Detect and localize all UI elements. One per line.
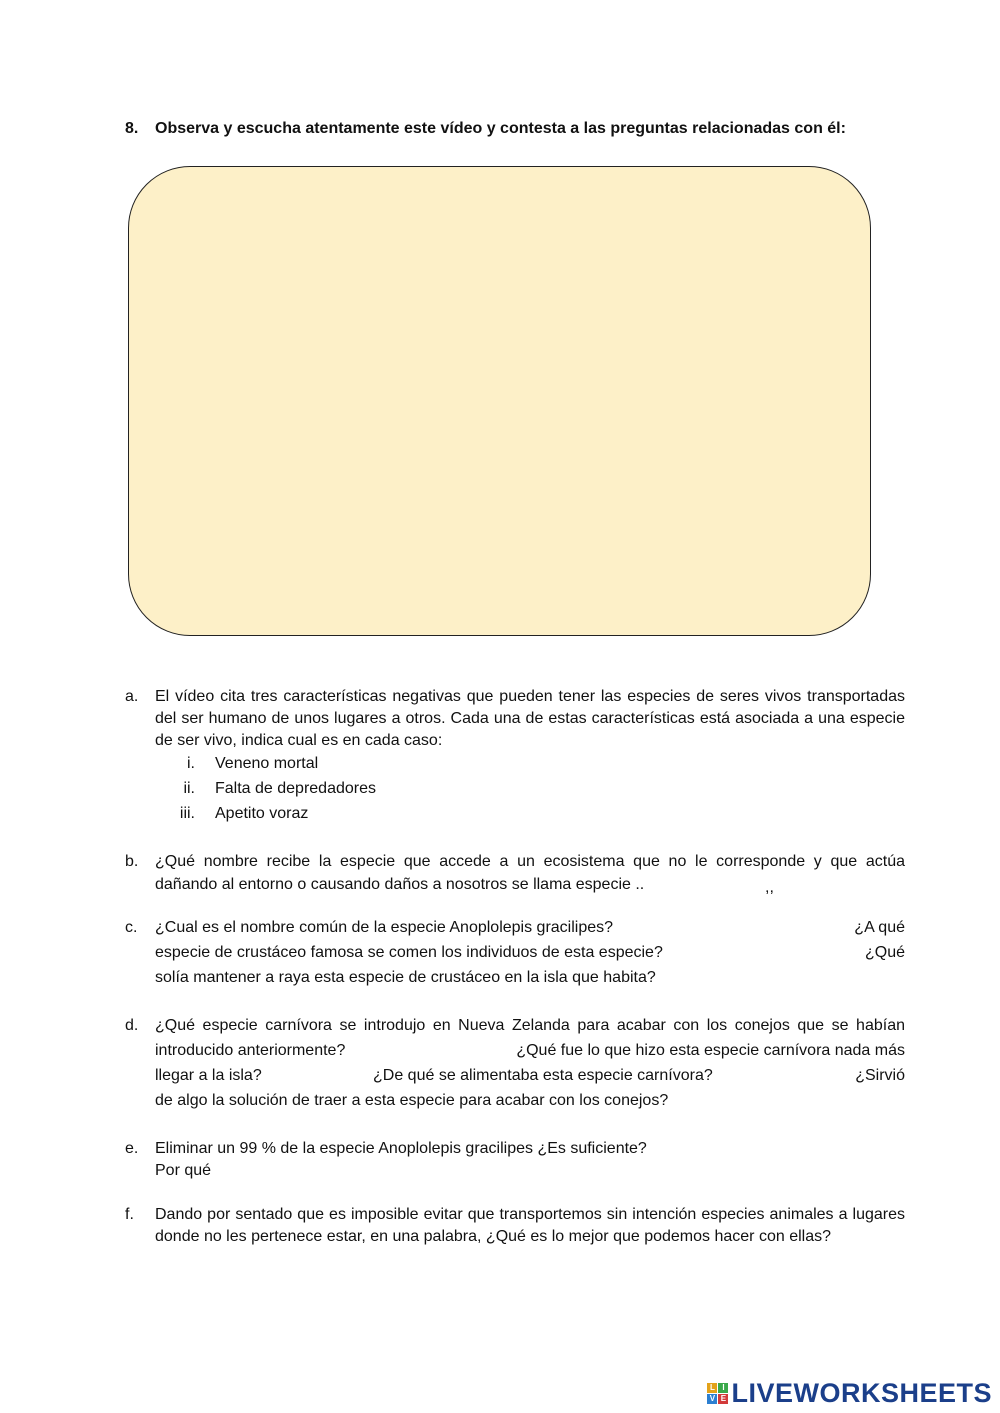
question-8-heading [125, 120, 846, 138]
list-item-text: Veneno mortal [215, 755, 319, 772]
question-text-line: ¿Sirvió [855, 1067, 905, 1084]
answer-blank-mark[interactable]: ,, [765, 879, 774, 896]
list-item-number: ii. [183, 780, 195, 797]
logo-mark-letter: I [718, 1383, 728, 1393]
question-f [125, 1204, 905, 1248]
list-item-number: iii. [179, 805, 195, 822]
question-text-line: ¿Cual es el nombre común de la especie Anoplolepis gracilipes? [155, 919, 614, 936]
liveworksheets-logo[interactable] [707, 1378, 992, 1409]
question-text-line: Eliminar un 99 % de la especie Anoplolepis gracilipes ¿Es suficiente? [155, 1140, 647, 1157]
question-text: Dando por sentado que es imposible evitar que transportemos sin intención especies animales a lugares donde no les pertenece estar, en una palabra, ¿Qué es lo mejor que podemos hacer con ellas? [155, 1206, 905, 1245]
logo-mark-letter: E [718, 1394, 728, 1404]
question-e [125, 1138, 905, 1188]
question-text-line: ¿A qué [854, 919, 905, 936]
question-text: El vídeo cita tres características negativas que pueden tener las especies de seres vivos transportadas del ser humano de unos lugares a otros. Cada una de estas características está asociada a una especie de ser vivo, indica cual es en cada caso: [155, 688, 905, 749]
question-text-line: de algo la solución de traer a esta especie para acabar con los conejos? [155, 1092, 669, 1109]
question-letter: f. [125, 1206, 134, 1223]
question-c [125, 917, 905, 992]
question-text-line: ¿Qué [864, 944, 905, 961]
logo-mark-letter: L [707, 1383, 717, 1393]
question-text-line: ¿De qué se alimentaba esta especie carnívora? [373, 1067, 713, 1084]
question-letter: b. [125, 853, 139, 870]
question-a [125, 686, 905, 752]
question-text-line: Por qué [155, 1162, 212, 1179]
logo-mark-icon [707, 1383, 728, 1404]
question-letter: e. [125, 1140, 139, 1157]
question-number: 8. [125, 120, 139, 137]
question-letter: a. [125, 688, 139, 705]
list-item-number: i. [187, 755, 195, 772]
list-item-text: Apetito voraz [215, 805, 309, 822]
video-placeholder[interactable] [128, 166, 871, 636]
question-letter: d. [125, 1017, 139, 1034]
question-text-line: introducido anteriormente? [155, 1042, 346, 1059]
question-a-list [125, 755, 905, 825]
question-text-line: dañando al entorno o causando daños a nosotros se llama especie .. [155, 876, 645, 893]
list-item-text: Falta de depredadores [215, 780, 376, 797]
question-d [125, 1015, 905, 1115]
question-text-line: ¿Qué nombre recibe la especie que accede a un ecosistema que no le corresponde y que actúa [155, 853, 905, 870]
question-title: Observa y escucha atentamente este vídeo y contesta a las preguntas relacionadas con él: [155, 120, 846, 137]
question-text-line: solía mantener a raya esta especie de crustáceo en la isla que habita? [155, 969, 656, 986]
question-text-line: especie de crustáceo famosa se comen los individuos de esta especie? [155, 944, 663, 961]
logo-mark-letter: V [707, 1394, 717, 1404]
question-text-line: llegar a la isla? [155, 1067, 262, 1084]
question-letter: c. [125, 919, 138, 936]
question-b [125, 851, 905, 901]
question-text-line: ¿Qué fue lo que hizo esta especie carnívora nada más [516, 1042, 905, 1059]
question-text-line: ¿Qué especie carnívora se introdujo en Nueva Zelanda para acabar con los conejos que se habían [155, 1017, 905, 1034]
logo-text: LIVEWORKSHEETS [731, 1378, 992, 1408]
